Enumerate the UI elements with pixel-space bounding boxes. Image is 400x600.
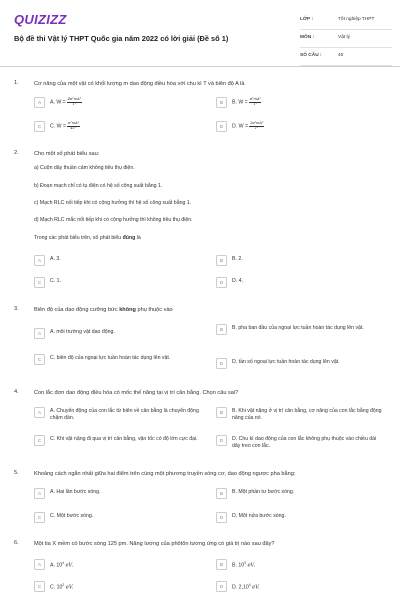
meta-value: 40 (338, 53, 344, 58)
fraction-denominator: T² (72, 101, 77, 106)
option-letter-box: C (34, 435, 45, 446)
option-letter-box: D (216, 581, 227, 592)
option-text: D. tần số ngoại lực tuần hoàn tác dụng lên vật. (232, 359, 340, 365)
meta-label: LỚP : (300, 17, 314, 22)
meta-label: SỐ CÂU : (300, 53, 322, 58)
fraction-denominator: T² (254, 125, 259, 130)
question-number: 5. (14, 470, 19, 476)
option-text: D. Chu kì dao động của con lắc không phụ thuộc vào chiều dài dây treo con lắc. (232, 436, 377, 450)
value-base: B. 10 (232, 562, 245, 569)
fraction (249, 98, 261, 107)
question-prompt (34, 235, 384, 242)
option-letter-box: B (216, 324, 227, 335)
fraction-numerator: π²mA² (249, 97, 261, 101)
option-text: C. Một bước sóng. (50, 513, 94, 519)
option-letter-box: A (34, 255, 45, 266)
value-unit: eV. (252, 584, 260, 591)
option-text: C. Khi vật nặng đi qua vị trí cân bằng, vận tốc có độ lớn cực đại. (50, 436, 198, 442)
option-letter-box: B (216, 97, 227, 108)
meta-value: Vật lý (338, 35, 350, 40)
text-end: phụ thuộc vào (135, 307, 173, 313)
option-letter-box: A (34, 488, 45, 499)
option-letter-box: D (216, 358, 227, 369)
question-number: 4. (14, 389, 19, 395)
option-text (50, 560, 200, 570)
question-text (34, 306, 384, 314)
question-number: 1. (14, 80, 19, 86)
worksheet-header (0, 0, 400, 60)
formula-prefix: D. W = (232, 123, 250, 130)
value-exponent: 4 (248, 583, 251, 587)
statement-c: c) Mạch RLC nối tiếp khi có cộng hưởng thì hệ số công suất bằng 1. (34, 200, 192, 206)
option-text: B. 2. (232, 256, 243, 262)
fraction-numerator: π²mA² (67, 121, 80, 125)
fraction (249, 122, 264, 131)
option-text: B. Khi vật nặng ở vị trí cân bằng, cơ năng của con lắc bằng động năng của nó. (232, 408, 382, 422)
option-letter-box: D (216, 121, 227, 132)
meta-row-count (300, 50, 392, 66)
option-letter-box: A (34, 559, 45, 570)
meta-panel (300, 14, 392, 68)
statement-b: b) Đoạn mạch chỉ có tụ điện có hệ số công suất bằng 1. (34, 183, 163, 189)
option-letter-box: B (216, 488, 227, 499)
fraction-numerator: 4π²mA² (67, 97, 82, 101)
statement-d: d) Mạch RLC mắc nối tiếp khi có cộng hưởng thì không tiêu thụ điện. (34, 217, 193, 223)
option-text: C. 1. (50, 278, 61, 284)
option-letter-box: B (216, 407, 227, 418)
document-title: Bộ đề thi Vật lý THPT Quốc gia năm 2022 có lời giải (Đề số 1) (14, 34, 229, 43)
value-base: D. 2,10 (232, 584, 249, 591)
meta-row-class (300, 14, 392, 30)
value-exponent: 3 (244, 561, 247, 565)
formula-prefix: C. W = (50, 123, 68, 130)
question-text: Khoảng cách ngắn nhất giữa hai điểm trên cùng một phương truyền sóng cơ, dao động ngược pha bằng: (34, 471, 296, 477)
statement-a: a) Cuộn dây thuần cảm không tiêu thụ điện. (34, 165, 135, 171)
meta-value: Tốt nghiệp THPT (338, 17, 375, 22)
option-text (50, 98, 200, 107)
fraction-numerator: 2π²mA² (249, 121, 264, 125)
value-unit: eV. (65, 562, 74, 569)
option-letter-box: C (34, 277, 45, 288)
option-letter-box: B (216, 559, 227, 570)
prompt-bold: đúng (122, 235, 136, 241)
option-letter-box: D (216, 512, 227, 523)
value-base: A. 10 (50, 562, 63, 569)
option-text: A. Hai lần bước sóng. (50, 489, 101, 495)
value-exponent: 4 (62, 561, 65, 565)
meta-row-subject (300, 32, 392, 48)
option-text (50, 122, 200, 131)
option-text: D. 4. (232, 278, 243, 284)
prompt-start: Trong các phát biểu trên, số phát biểu (34, 235, 123, 241)
fraction (67, 98, 82, 107)
option-text: D. Một nửa bước sóng. (232, 513, 286, 519)
option-text: A. 3. (50, 256, 61, 262)
question-number: 2. (14, 150, 19, 156)
question-number: 6. (14, 540, 19, 546)
value-base: C. 10 (50, 584, 63, 591)
prompt-end: là (135, 235, 141, 241)
option-text (232, 560, 382, 570)
fraction-denominator: T² (253, 101, 258, 106)
option-letter-box: C (34, 354, 45, 365)
option-text (232, 98, 382, 107)
value-unit: eV. (65, 584, 74, 591)
question-text: Con lắc đơn dao động điều hòa có mốc thế năng tại vị trí cân bằng. Chọn câu sai? (34, 390, 239, 396)
option-letter-box: A (34, 407, 45, 418)
fraction-denominator: 4T² (70, 125, 77, 130)
option-letter-box: D (216, 277, 227, 288)
fraction (67, 122, 79, 131)
question-text: Cho một số phát biểu sau: (34, 151, 100, 157)
option-text: A. Chuyển động của con lắc từ biên về cân bằng là chuyển động chậm dần. (50, 408, 199, 422)
option-letter-box: A (34, 328, 45, 339)
text-start: Biên độ của dao động cưỡng bức (34, 307, 120, 313)
option-letter-box: C (34, 512, 45, 523)
text-bold: không (119, 307, 136, 313)
question-number: 3. (14, 306, 19, 312)
option-text: C. biên độ của ngoại lực tuần hoàn tác dụng lên vật. (50, 355, 171, 361)
option-text: B. Một phần tư bước sóng. (232, 489, 295, 495)
value-exponent: 2 (62, 583, 65, 587)
option-letter-box: D (216, 435, 227, 446)
option-text: A. môi trường vật dao động. (50, 329, 115, 335)
option-text (50, 582, 200, 592)
question-text: Cơ năng của một vật có khối lượng m dao động điều hòa với chu kì T và biên độ A là (34, 81, 245, 87)
option-text (232, 582, 382, 592)
header-divider (0, 66, 400, 67)
option-text (232, 122, 382, 131)
question-text: Một tia X mềm có bước sóng 125 pm. Năng lượng của phôtôn tương ứng có giá trị nào sau đây? (34, 541, 275, 547)
formula-prefix: B. W = (232, 99, 250, 106)
formula-prefix: A. W = (50, 99, 68, 106)
quizizz-logo: QUIZIZZ (14, 12, 67, 27)
option-text: B. pha ban đầu của ngoại lực tuần hoàn tác dụng lên vật. (232, 325, 364, 331)
option-letter-box: A (34, 97, 45, 108)
option-letter-box: B (216, 255, 227, 266)
meta-label: MÔN : (300, 35, 315, 40)
value-unit: eV. (247, 562, 256, 569)
option-letter-box: C (34, 581, 45, 592)
option-letter-box: C (34, 121, 45, 132)
